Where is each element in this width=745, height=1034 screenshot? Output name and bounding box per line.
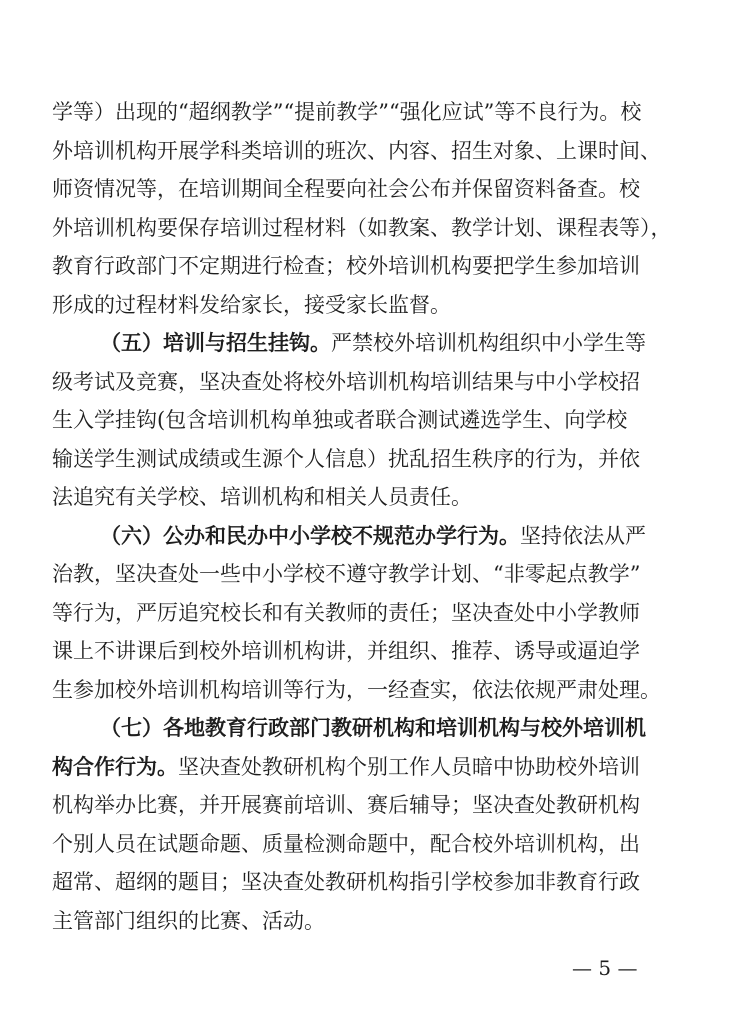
page-number: — 5 — [572,956,638,980]
text-line: 形成的过程材料发给家长，接受家长监督。 [52,292,451,317]
text-line: 外培训机构开展学科类培训的班次、内容、招生对象、上课时间、 [52,138,661,163]
text-line: 超常、超纲的题目；坚决查处教研机构指引学校参加非教育行政 [52,870,640,894]
text-line: 等行为，严厉追究校长和有关教师的责任；坚决查处中小学教师 [52,600,640,625]
text-line: 法追究有关学校、培训机构和相关人员责任。 [52,485,472,509]
body-text [52,93,694,940]
text-line: 主管部门组织的比赛、活动。 [52,908,325,933]
section-heading: （七）各地教育行政部门教研机构和培训机构与校外培训机 [100,715,646,740]
text-line: 机构举办比赛，并开展赛前培训、赛后辅导；坚决查处教研机构 [52,793,640,817]
text-line: 生入学挂钩(包含培训机构单独或者联合测试遴选学生、向学校 [52,408,628,432]
text-line: 构合作行为。坚决查处教研机构个别工作人员暗中协助校外培训 [52,753,640,779]
text-line: 治教，坚决查处一些中小学校不遵守教学计划、“非零起点教学” [52,562,641,586]
text-line: 师资情况等，在培训期间全程要向社会公布并保留资料备查。校 [52,177,640,201]
section-heading: （五）培训与招生挂钩。 [100,330,331,355]
section-six-line: （六）公办和民办中小学校不规范办学行为。坚持依法从严 [100,522,646,548]
section-heading: （六）公办和民办中小学校不规范办学行为。 [100,522,520,548]
text-line: 教育行政部门不定期进行检查；校外培训机构要把学生参加培训 [52,254,640,278]
text-line: 学等）出现的“超纲教学”“提前教学”“强化应试”等不良行为。校 [52,100,642,124]
text-line: 级考试及竞赛，坚决查处将校外培训机构培训结果与中小学校招 [52,369,640,394]
text-line: 输送学生测试成绩或生源个人信息）扰乱招生秩序的行为，并依 [52,446,640,471]
section-heading: 构合作行为。 [52,753,178,779]
text-line: 生参加校外培训机构培训等行为，一经查实，依法依规严肃处理。 [52,677,661,702]
section-five-line: （五）培训与招生挂钩。严禁校外培训机构组织中小学生等 [100,330,646,355]
text-line: 课上不讲课后到校外培训机构讲，并组织、推荐、诱导或逼迫学 [52,639,640,663]
section-seven-line [52,709,694,748]
text-line: 外培训机构要保存培训过程材料（如教案、教学计划、课程表等）， [52,215,672,240]
text-line: 个别人员在试题命题、质量检测命题中，配合校外培训机构，出 [52,831,640,856]
